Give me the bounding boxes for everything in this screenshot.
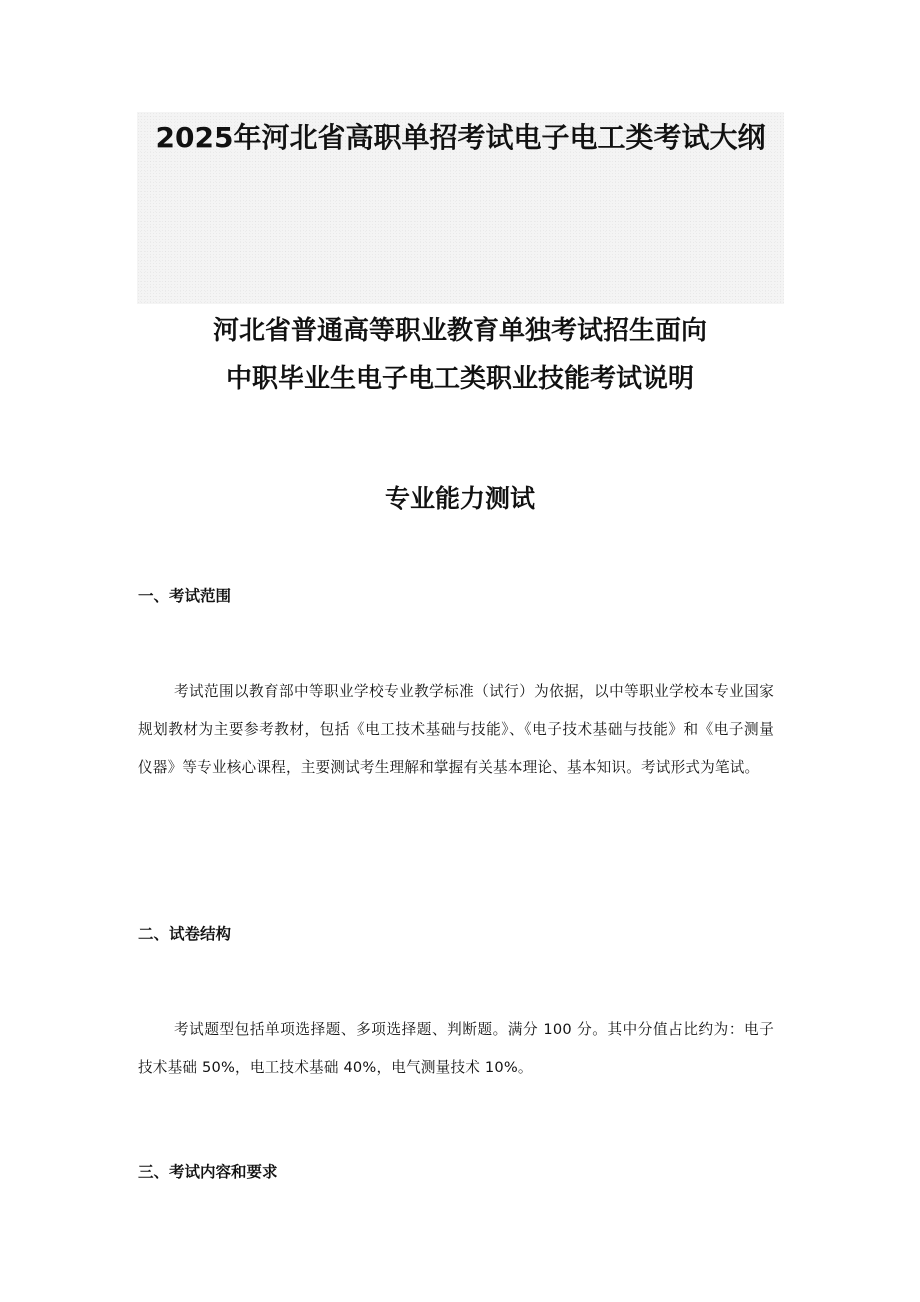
document-title: 2025年河北省高职单招考试电子电工类考试大纲 [155,121,766,154]
subtitle-line-1: 河北省普通高等职业教育单独考试招生面向 [212,316,707,346]
heading-exam-scope: 一、考试范围 [138,587,232,605]
subtitle-line-2: 中职毕业生电子电工类职业技能考试说明 [225,364,694,394]
heading-paper-structure: 二、试卷结构 [138,925,232,943]
paragraph-paper-structure: 考试题型包括单项选择题、多项选择题、判断题。满分 100 分。其中分值占比约为：电子技术基础 50%，电工技术基础 40%，电气测量技术 10%。 [138,1021,774,1076]
paragraph-exam-scope: 考试范围以教育部中等职业学校专业教学标准（试行）为依据，以中等职业学校本专业国家规划教材为主要参考教材，包括《电工技术基础与技能》、《电子技术基础与技能》和《电子测量仪器》等专业核心课程，主要测试考生理解和掌握有关基本理论、基本知识。考试形式为笔试。 [138,683,774,776]
heading-exam-content: 三、考试内容和要求 [138,1163,278,1181]
section-title: 专业能力测试 [384,484,535,513]
